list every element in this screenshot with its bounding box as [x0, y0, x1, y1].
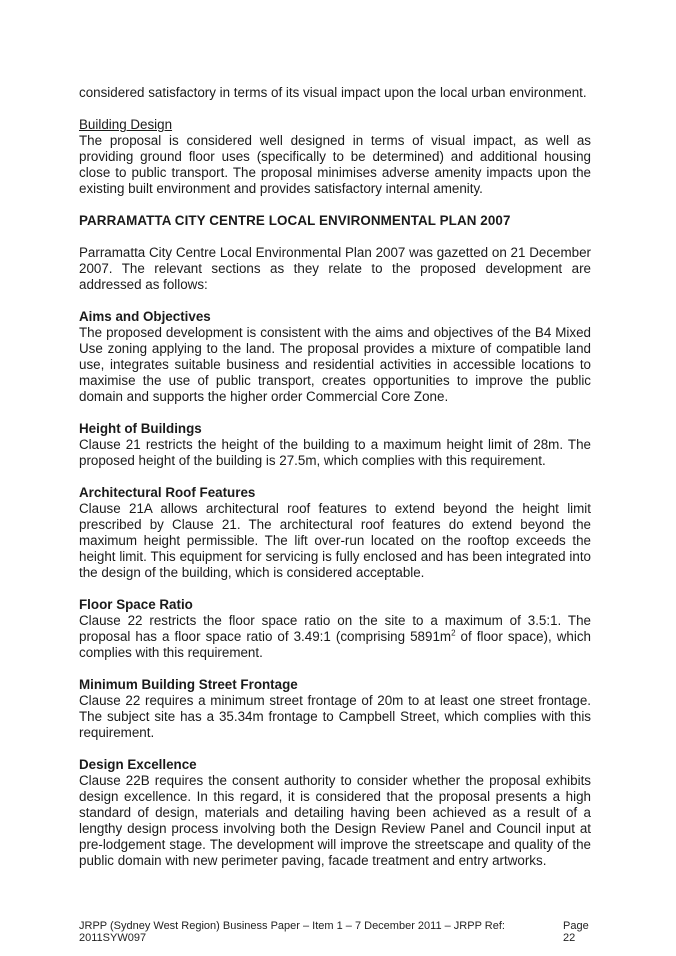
- page-footer: [79, 920, 603, 944]
- frontage-heading: Minimum Building Street Frontage: [79, 677, 298, 692]
- excellence-heading: Design Excellence: [79, 757, 197, 772]
- lep-paragraph: Parramatta City Centre Local Environmental Plan 2007 was gazetted on 21 December 2007. The relevant sections as they relate to the proposed development are addressed as follows:: [79, 245, 591, 292]
- excellence-section: [79, 757, 591, 869]
- building-design-section: [79, 117, 591, 197]
- footer-reference: JRPP (Sydney West Region) Business Paper – Item 1 – 7 December 2011 – JRPP Ref: 2011SYW097: [79, 920, 505, 944]
- fsr-text-before: Clause 22 restricts the floor space ratio on the site to a maximum of 3.5:1. The proposal has a floor space ratio of 3.49:1 (comprising 5891m: [79, 613, 591, 644]
- height-section: [79, 421, 591, 469]
- roof-heading: Architectural Roof Features: [79, 485, 256, 500]
- document-body: [79, 85, 591, 885]
- roof-section: [79, 485, 591, 581]
- roof-paragraph: Clause 21A allows architectural roof features to extend beyond the height limit prescribed by Clause 21. The architectural roof features do extend beyond the maximum height permissible. The lift over-run located on the rooftop exceeds the height limit. This equipment for servicing is fully enclosed and has been integrated into the design of the building, which is considered acceptable.: [79, 501, 591, 580]
- fsr-superscript: 2: [451, 628, 456, 638]
- building-design-paragraph: The proposal is considered well designed in terms of visual impact, as well as providing ground floor uses (specifically to be determined) and additional housing close to public transport. The proposal minimises adverse amenity impacts upon the existing built environment and provides satisfactory internal amenity.: [79, 133, 591, 196]
- aims-paragraph: The proposed development is consistent with the aims and objectives of the B4 Mixed Use zoning applying to the land. The proposal provides a mixture of compatible land use, integrates suitable business and residential activities in accessible locations to maximise the use of public transport, creates opportunities to improve the public domain and supports the higher order Commercial Core Zone.: [79, 325, 591, 404]
- frontage-section: [79, 677, 591, 741]
- frontage-paragraph: Clause 22 requires a minimum street frontage of 20m to at least one street frontage. The subject site has a 35.34m frontage to Campbell Street, which complies with this requirement.: [79, 693, 591, 740]
- fsr-text-after: of floor space), which complies with this requirement.: [79, 629, 592, 660]
- fsr-section: [79, 597, 591, 661]
- excellence-paragraph: Clause 22B requires the consent authority to consider whether the proposal exhibits design excellence. In this regard, it is considered that the proposal presents a high standard of design, materials and detailing having been achieved as a result of a lengthy design process involving both the Design Review Panel and Council input at pre-lodgement stage. The development will improve the streetscape and quality of the public domain with new perimeter paving, facade treatment and entry artworks.: [79, 773, 591, 868]
- aims-heading: Aims and Objectives: [79, 309, 211, 324]
- fsr-heading: Floor Space Ratio: [79, 597, 193, 612]
- lep-heading: PARRAMATTA CITY CENTRE LOCAL ENVIRONMENTAL PLAN 2007: [79, 213, 511, 228]
- page-number: Page 22: [563, 920, 589, 944]
- height-heading: Height of Buildings: [79, 421, 202, 436]
- intro-paragraph: considered satisfactory in terms of its visual impact upon the local urban environment.: [79, 85, 587, 100]
- fsr-paragraph: [79, 613, 591, 661]
- height-paragraph: Clause 21 restricts the height of the building to a maximum height limit of 28m. The proposed height of the building is 27.5m, which complies with this requirement.: [79, 437, 591, 468]
- aims-section: [79, 309, 591, 405]
- building-design-heading: Building Design: [79, 117, 173, 132]
